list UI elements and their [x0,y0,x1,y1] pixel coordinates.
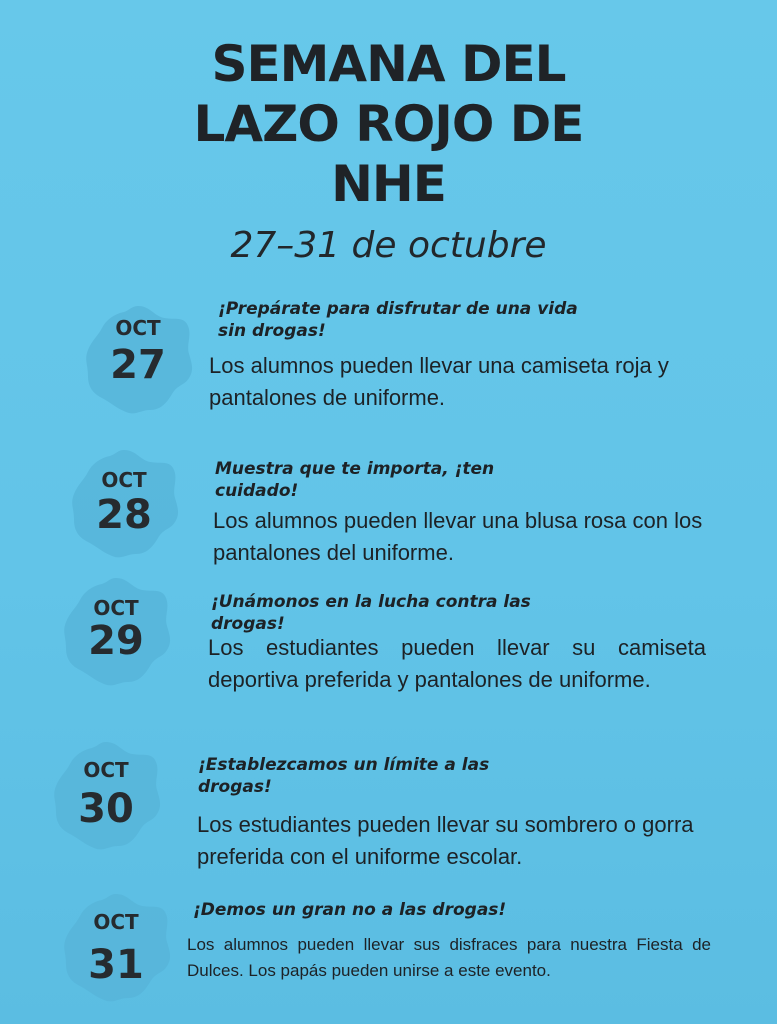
date-badge-oct-27 [80,302,196,418]
badge-month: OCT [101,468,147,492]
badge-month: OCT [115,316,161,340]
day-heading: ¡Establezcamos un límite a las drogas! [198,755,490,797]
title-line-1: SEMANA DEL [211,35,566,93]
badge-day: 31 [88,942,144,988]
badge-day: 29 [88,618,144,664]
badge-day: 28 [96,492,152,538]
date-badge-oct-28 [66,446,182,562]
badge-day: 30 [78,786,134,832]
day-description: Los alumnos pueden llevar una blusa rosa con los pantalones del uniforme. [213,508,703,565]
badge-month: OCT [93,910,139,934]
day-description: Los alumnos pueden llevar sus disfraces para nuestra Fiesta de Dulces. Los papás pueden unirse a este evento. [187,935,711,980]
date-badge-oct-29 [58,574,174,690]
day-heading: Muestra que te importa, ¡ten cuidado! [215,459,495,501]
day-heading: ¡Demos un gran no a las drogas! [193,900,507,920]
date-badge-oct-31 [58,890,174,1006]
day-description: Los alumnos pueden llevar una camiseta roja y pantalones de uniforme. [209,353,669,410]
badge-day: 27 [110,342,166,388]
title-line-2: LAZO ROJO DE [193,95,584,153]
day-description: Los estudiantes pueden llevar su sombrero o gorra preferida con el uniforme escolar. [197,812,694,869]
title-line-3: NHE [331,155,446,213]
badge-month: OCT [93,596,139,620]
day-heading: ¡Prepárate para disfrutar de una vida sin drogas! [218,299,578,341]
day-description: Los estudiantes pueden llevar su camiseta deportiva preferida y pantalones de uniforme. [208,635,706,692]
flyer-title [0,34,777,214]
date-badge-oct-30 [48,738,164,854]
badge-month: OCT [83,758,129,782]
day-heading: ¡Unámonos en la lucha contra las drogas! [211,592,531,634]
date-range: 27–31 de octubre [230,225,547,266]
